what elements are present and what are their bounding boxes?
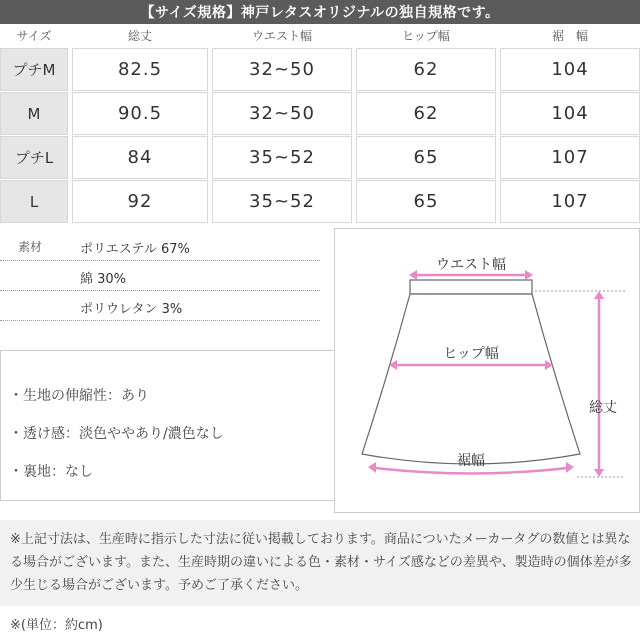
size-cell: プチM — [0, 48, 68, 91]
header-size: サイズ — [16, 29, 52, 43]
material-value: 綿 30% — [80, 272, 127, 287]
header-hip: ヒップ幅 — [402, 29, 450, 43]
feature-lining: ・裏地：なし — [9, 464, 93, 480]
waist-cell: 32~50 — [212, 92, 352, 135]
size-cell: M — [0, 92, 68, 135]
hem-cell: 104 — [500, 48, 640, 91]
disclaimer-text: ※上記寸法は、生産時に指示した寸法に従い掲載しております。商品についたメーカータグの数値とは異なる場合がございます。また、生産時期の違いによる色・素材・サイズ感などの差異や、製造時の個体差が多少生じる場合がございます。予めご了承ください。 — [10, 532, 632, 593]
length-cell: 82.5 — [72, 48, 208, 91]
skirt-outline — [362, 280, 580, 464]
header-length: 総丈 — [127, 29, 152, 43]
material-value: ポリウレタン 3% — [80, 302, 183, 317]
size-spec-banner: 【サイズ規格】神戸レタスオリジナルの独自規格です。 — [0, 0, 640, 24]
material-value: ポリエステル 67% — [80, 242, 190, 257]
waist-label: ウエスト幅 — [436, 257, 506, 273]
length-label: 総丈 — [589, 400, 617, 416]
skirt-illustration — [335, 229, 639, 512]
hip-cell: 62 — [356, 92, 496, 135]
table-row — [0, 136, 640, 179]
hip-cell: 65 — [356, 180, 496, 223]
length-cell: 90.5 — [72, 92, 208, 135]
header-hem: 裾 幅 — [551, 29, 588, 43]
table-row — [0, 48, 640, 91]
unit-note: ※(単位：約cm) — [10, 618, 103, 633]
disclaimer-box — [0, 520, 640, 606]
hip-label: ヒップ幅 — [443, 346, 499, 362]
header-waist: ウエスト幅 — [251, 29, 312, 43]
fabric-features-box — [0, 350, 344, 501]
waist-cell: 35~52 — [212, 180, 352, 223]
waist-cell: 32~50 — [212, 48, 352, 91]
hem-cell: 104 — [500, 92, 640, 135]
material-label: 素材 — [18, 240, 43, 254]
material-row — [0, 232, 320, 261]
skirt-diagram — [334, 228, 640, 513]
feature-sheerness: ・透け感：淡色ややあり/濃色なし — [9, 426, 224, 442]
hem-label: 裾幅 — [457, 453, 485, 469]
length-cell: 92 — [72, 180, 208, 223]
length-cell: 84 — [72, 136, 208, 179]
hem-cell: 107 — [500, 136, 640, 179]
hip-cell: 62 — [356, 48, 496, 91]
size-cell: L — [0, 180, 68, 223]
hip-cell: 65 — [356, 136, 496, 179]
table-row — [0, 180, 640, 223]
length-arrow — [594, 291, 604, 477]
table-row — [0, 92, 640, 135]
size-cell: プチL — [0, 136, 68, 179]
feature-stretch: ・生地の伸縮性：あり — [9, 388, 149, 404]
material-row — [0, 262, 320, 291]
waist-cell: 35~52 — [212, 136, 352, 179]
material-row — [0, 292, 320, 321]
hem-cell: 107 — [500, 180, 640, 223]
